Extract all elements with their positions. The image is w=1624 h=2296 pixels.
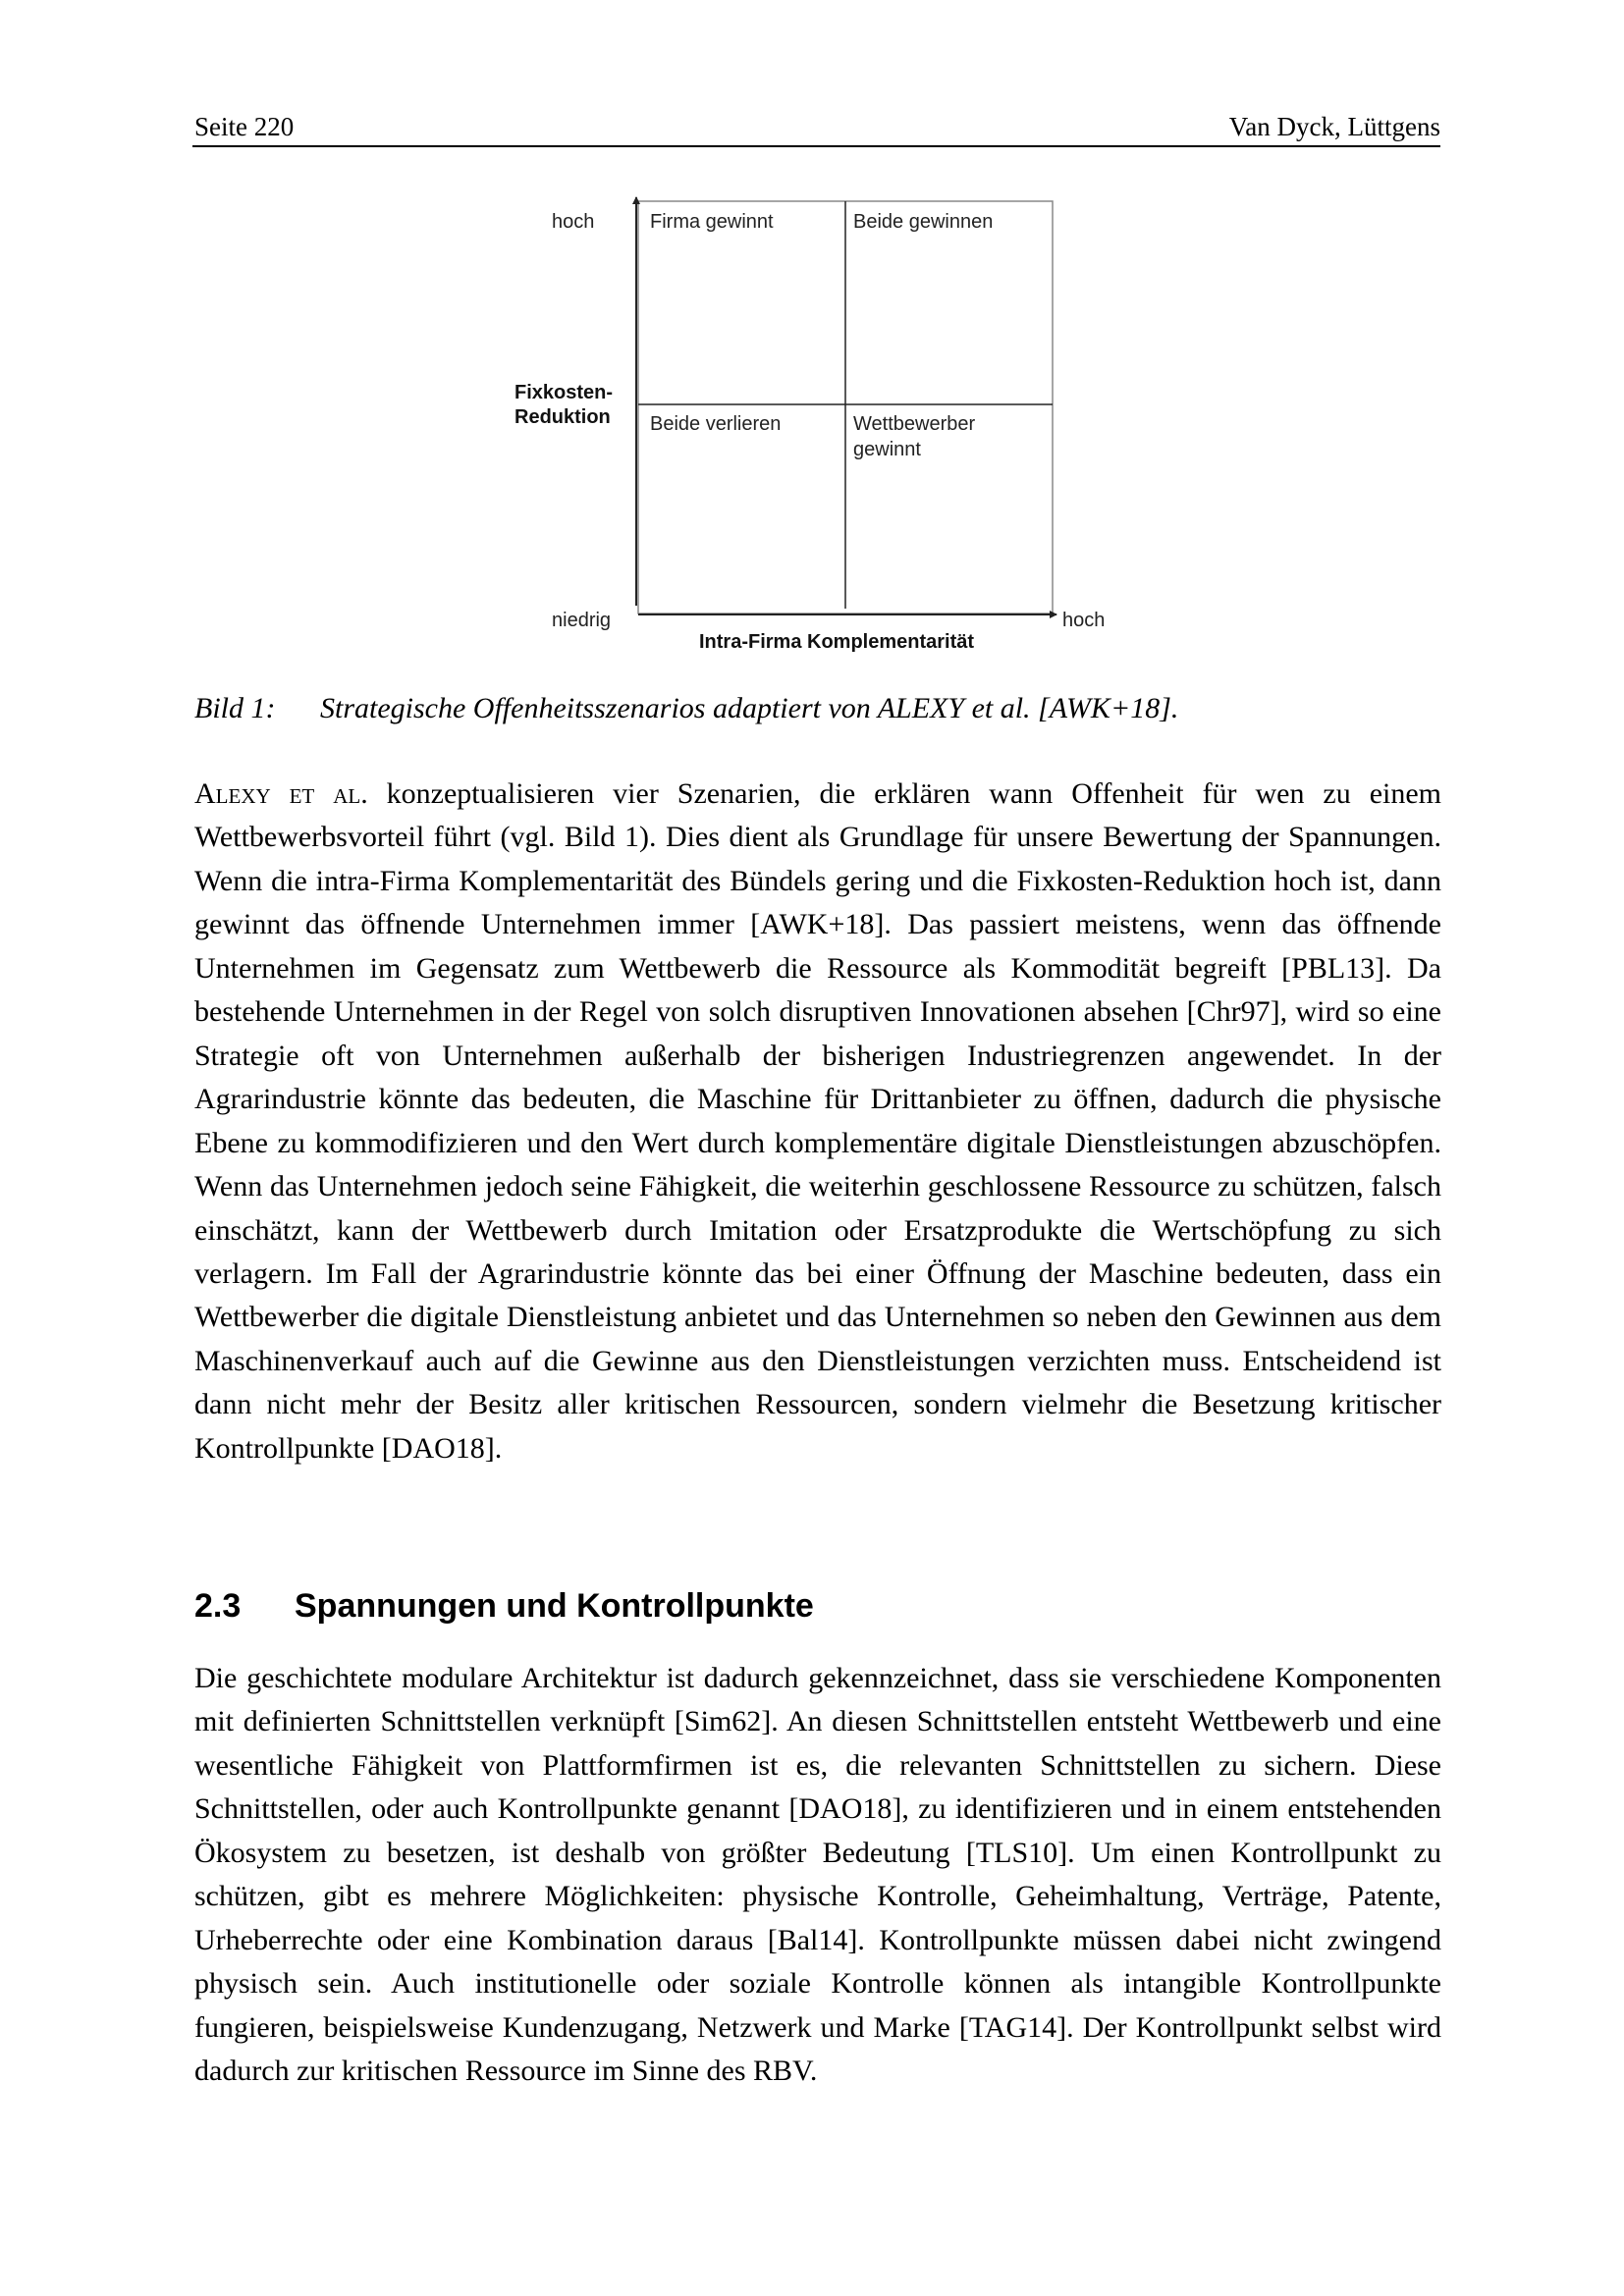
section-heading [194,1584,1441,1628]
quadrant-bottom-right-line2: gewinnt [853,439,921,460]
section-number: 2.3 [194,1587,242,1625]
running-header [192,110,1440,147]
figure-caption [194,689,1441,728]
y-axis-label-line1: Fixkosten- [514,382,614,403]
body-paragraph-1 [194,773,1441,1470]
x-low-label: niedrig [552,610,612,631]
author-names: Van Dyck, Lüttgens [1228,112,1440,141]
paragraph-1-text: konzeptualisieren vier Szenarien, die erklären wann Offenheit für wen zu einem Wettbewerbsvorteil führt (vgl. Bild 1). Dies dient als Grundlage für unsere Bewertung der Spannungen. Wenn die intra-Firma Komplementarität des Bündels gering und die Fixkosten-Reduktion hoch ist, dann gewinnt das öffnende Unternehmen immer [AWK+18]. Das passiert meistens, wenn das öffnende Unternehmen im Gegensatz zum Wettbewerb die Ressource als Kommodität begreift [PBL13]. Da bestehende Unternehmen in der Regel von solch disruptiven Innovationen absehen [Chr97], wird so eine Strategie oft von Unternehmen außerhalb der bisherigen Industriegrenzen angewendet. In der Agrarindustrie könnte das bedeuten, die Maschine für Drittanbieter zu öffnen, dadurch die physische Ebene zu kommodifizieren und den Wert durch komplementäre digitale Dienstleistungen abzuschöpfen. Wenn das Unternehmen jedoch seine Fähigkeit, die weiterhin geschlossene Ressource zu schützen, falsch einschätzt, kann der Wettbewerb durch Imitation oder Ersatzprodukte die Wertschöpfung zu sich verlagern. Im Fall der Agrarindustrie könnte das bei einer Öffnung der Maschine bedeuten, dass ein Wettbewerber die digitale Dienstleistung anbietet und das Unternehmen so neben den Gewinnen aus dem Maschinenverkauf auch auf die Gewinne aus den Dienstleistungen verzichten muss. Entscheidend ist dann nicht mehr der Besitz aller kritischen Ressourcen, sondern vielmehr die Besetzung kritischer Kontrollpunkte [DAO18]. [194,777,1441,1465]
author-reference: Alexy et al. [194,777,368,810]
body-paragraph-2 [194,1657,1441,2094]
page-label: Seite 220 [194,112,295,141]
quadrant-bottom-left: Beide verlieren [650,413,782,435]
quadrant-top-left: Firma gewinnt [650,211,774,233]
strategy-matrix-figure [491,182,1129,663]
paragraph-2-text: Die geschichtete modulare Architektur ist dadurch gekennzeichnet, dass sie verschiedene Komponenten mit definierten Schnittstellen verknüpft [Sim62]. An diesen Schnittstellen entsteht Wettbewerb und eine wesentliche Fähigkeit von Plattformfirmen ist es, die relevanten Schnittstellen zu sichern. Diese Schnittstellen, oder auch Kontrollpunkte genannt [DAO18], zu identifizieren und in einem entstehenden Ökosystem zu besetzen, ist deshalb von größter Bedeutung [TLS10]. Um einen Kontrollpunkt zu schützen, gibt es mehrere Möglichkeiten: physische Kontrolle, Geheimhaltung, Verträge, Patente, Urheberrechte oder eine Kombination daraus [Bal14]. Kontrollpunkte müssen dabei nicht zwingend physisch sein. Auch institutionelle oder soziale Kontrolle können als intangible Kontrollpunkte fungieren, beispielsweise Kundenzugang, Netzwerk und Marke [TAG14]. Der Kontrollpunkt selbst wird dadurch zur kritischen Ressource im Sinne des RBV. [194,1662,1441,2088]
section-title: Spannungen und Kontrollpunkte [295,1587,814,1625]
x-high-label: hoch [1062,610,1106,631]
y-axis-label-line2: Reduktion [514,406,611,428]
caption-number: Bild 1: [194,692,276,724]
y-high-label: hoch [552,211,595,233]
quadrant-bottom-right-line1: Wettbewerber [853,413,976,435]
caption-text: Strategische Offenheitsszenarios adaptiert von ALEXY et al. [AWK+18]. [320,692,1179,724]
x-axis-label: Intra-Firma Komplementarität [699,631,975,653]
quadrant-top-right: Beide gewinnen [853,211,994,233]
